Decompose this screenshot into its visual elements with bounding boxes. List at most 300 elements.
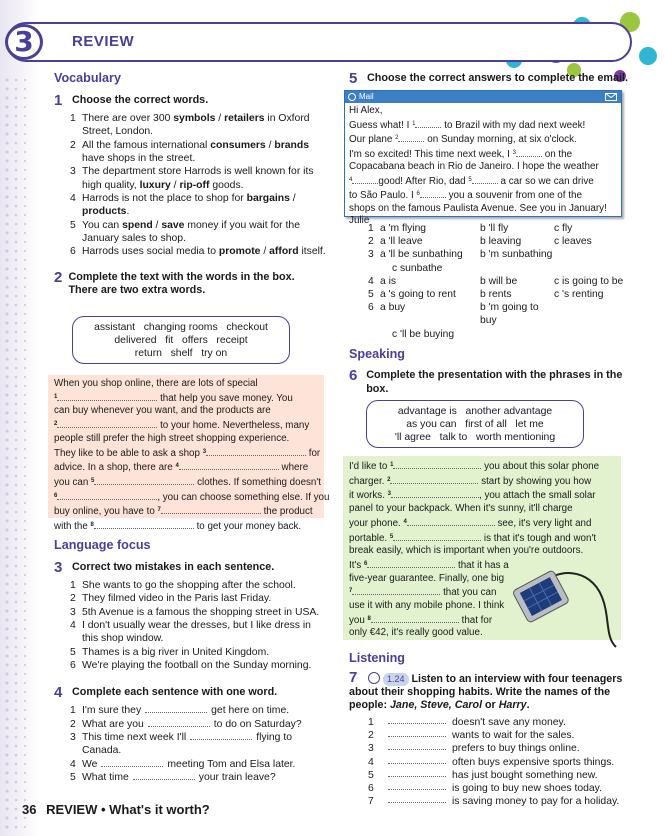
text-part: You can — [82, 219, 123, 231]
list-item — [70, 704, 326, 717]
text-part: for — [306, 447, 321, 459]
unit-number-badge: 3 — [5, 24, 43, 60]
choice-number: 5 — [368, 289, 374, 301]
dot-pattern-decoration — [0, 0, 30, 836]
text-line — [54, 418, 318, 433]
exercise-number: 1 — [54, 92, 63, 110]
text-part: Julie — [349, 215, 370, 226]
item-text — [82, 758, 295, 771]
gap-number: 2 — [395, 135, 399, 141]
item-text — [82, 245, 326, 258]
choice-b: b leaving — [480, 236, 522, 248]
vocabulary-heading: Vocabulary — [54, 71, 121, 85]
text-part: Hi Alex, — [349, 105, 383, 116]
text-part: Harrods is not the place to shop for — [82, 192, 247, 204]
gap-number: 7 — [349, 588, 353, 595]
gap-blank — [393, 461, 481, 469]
item-text — [82, 165, 326, 192]
choice-number: 2 — [368, 236, 374, 248]
list-item — [70, 659, 326, 672]
text-part: / — [215, 113, 225, 125]
text-part: to your home. Nevertheless, many — [157, 420, 310, 432]
text-part: to get your money back. — [193, 521, 302, 533]
list-item — [368, 795, 628, 808]
text-part: have shops in the street. — [82, 153, 196, 165]
text-part: I'm sure they — [82, 705, 142, 717]
choice-b: b will be — [480, 275, 518, 287]
word-option: brands — [274, 139, 310, 151]
gap-blank — [388, 716, 446, 724]
text-part: good! After Rio, dad — [378, 175, 469, 187]
box-line: return shelf try on — [134, 348, 228, 359]
text-part: , you attach the small solar — [479, 490, 596, 502]
gap-blank — [190, 732, 252, 740]
text-part: panel to your backpack. When it's sunny, it'll charge — [349, 503, 573, 515]
gap-blank — [57, 420, 157, 428]
item-number: 5 — [70, 771, 76, 783]
list-item — [70, 731, 326, 758]
choice-number — [368, 262, 380, 275]
last-name-text: Harry — [498, 699, 527, 711]
item-text: They filmed video in the Paris last Friday. — [82, 593, 272, 605]
word-option: promote — [218, 246, 261, 258]
text-part: / — [265, 139, 275, 151]
list-item — [368, 769, 628, 782]
text-part: is that it's tough and won't — [481, 532, 597, 544]
language-focus-section — [54, 537, 326, 784]
gap-blank — [57, 393, 157, 401]
text-part: I'm so excited! This time next week, I — [349, 148, 513, 160]
gap-blank — [388, 769, 446, 777]
section-title: REVIEW — [72, 33, 135, 50]
choice-number: 4 — [368, 275, 374, 287]
item-number: 5 — [70, 646, 76, 658]
item-number: 1 — [70, 113, 76, 125]
item-text — [82, 139, 326, 166]
gap-blank — [516, 149, 542, 157]
list-item — [70, 112, 326, 139]
choice-b: b 'm sunbathing — [480, 249, 553, 261]
gap-blank — [57, 492, 157, 500]
list-item — [368, 756, 628, 769]
text-line — [349, 203, 617, 216]
gap-blank — [371, 615, 459, 623]
choice-a: a buy — [380, 302, 406, 314]
text-part: see, it's very light and — [494, 517, 592, 529]
text-part: meeting Tom and Elsa later. — [167, 758, 296, 770]
choice-a: a 's going to rent — [380, 289, 456, 301]
text-line — [349, 105, 617, 118]
list-item — [70, 771, 326, 784]
exercise-5-instruction — [349, 72, 629, 86]
text-part: the product — [260, 506, 313, 518]
item-number: 5 — [70, 219, 76, 231]
envelope-icon — [605, 93, 617, 101]
text-line — [349, 174, 617, 189]
choice-a: c sunbathe — [392, 262, 443, 274]
list-item — [70, 245, 326, 258]
text-part: you about this solar phone — [481, 461, 600, 472]
list-item — [70, 592, 326, 605]
names-text: Jane, Steve, Carol — [389, 699, 483, 711]
text-part: only €42, it's really good value. — [349, 627, 483, 639]
item-number: 4 — [70, 192, 76, 204]
text-part: / — [152, 219, 162, 231]
item-text: wants to wait for the sales. — [452, 730, 575, 742]
list-item — [70, 165, 326, 192]
exercise-7-list — [368, 716, 628, 808]
audio-track-number: 1.24 — [383, 673, 409, 686]
choice-c: c is going to be — [554, 275, 624, 287]
choice-row — [368, 301, 628, 327]
text-part: that help you save money. You — [157, 392, 293, 404]
back-arrow-icon — [348, 93, 356, 101]
text-part: Our plane — [349, 134, 396, 145]
text-part: What are you — [82, 718, 144, 730]
text-part: , you can choose something else. If you — [157, 491, 330, 503]
text-part: All the famous international — [82, 139, 211, 151]
choice-a: c 'll be buying — [392, 328, 455, 340]
gap-blank — [367, 560, 455, 568]
item-text — [82, 771, 276, 784]
exercise-3-instruction — [54, 561, 326, 575]
item-text — [82, 718, 302, 731]
item-text: prefers to buy things online. — [452, 743, 580, 755]
text-part: it works. — [349, 490, 388, 502]
text-part: There are over 300 — [82, 113, 174, 125]
item-text — [82, 112, 326, 139]
exercise-number: 5 — [349, 70, 358, 87]
text-line — [54, 378, 318, 391]
gap-blank — [101, 759, 163, 767]
gap-blank — [94, 521, 194, 529]
text-part: itself. — [298, 246, 326, 258]
text-part: break easily, which is important when you're outdoors. — [349, 545, 584, 557]
choice-number: 1 — [368, 223, 374, 234]
choice-row — [368, 288, 628, 301]
gap-number: 6 — [416, 191, 420, 197]
word-option: spend — [122, 219, 153, 231]
email-window — [344, 90, 622, 226]
choice-row — [368, 222, 628, 235]
choice-b: b rents — [480, 289, 512, 301]
item-number: 3 — [70, 606, 76, 618]
gap-blank — [179, 462, 279, 470]
gap-number: 3 — [387, 491, 391, 498]
choice-c: c fly — [554, 223, 573, 234]
text-part: Guess what! I — [349, 119, 413, 131]
email-title-bar — [345, 91, 621, 103]
text-line — [349, 459, 615, 474]
gap-number: 1 — [390, 462, 394, 468]
item-text: is going to buy new shoes today. — [452, 783, 602, 795]
gap-blank — [388, 742, 446, 750]
box-line: delivered fit offers receipt — [114, 335, 248, 346]
list-item — [70, 579, 326, 592]
gap-blank — [390, 476, 478, 484]
text-part: on the — [541, 148, 573, 160]
gap-blank — [206, 448, 306, 456]
item-number: 7 — [368, 796, 374, 808]
box-line: 'll agree talk to worth mentioning — [394, 432, 556, 443]
left-column — [54, 70, 326, 298]
choice-c: c leaves — [554, 236, 592, 248]
gap-number: 6 — [363, 560, 368, 567]
text-part: to São Paulo. I — [349, 190, 417, 201]
choice-b — [480, 328, 554, 341]
text-line — [54, 433, 318, 446]
text-part: They like to be able to ask a shop — [54, 447, 203, 459]
instruction-text: Complete the presentation with the phrases in the box. — [366, 369, 623, 395]
exercise-number: 2 — [54, 268, 63, 286]
text-part: clothes. If something doesn't — [194, 476, 321, 488]
exercise-6-phrase-box — [366, 400, 584, 448]
item-number: 1 — [70, 705, 76, 717]
text-part: advice. In a shop, there are — [54, 462, 176, 474]
box-line: as you can first of all let me — [406, 419, 544, 430]
choice-row — [368, 248, 628, 261]
item-number: 6 — [70, 246, 76, 258]
text-line — [349, 132, 617, 147]
item-number: 1 — [70, 580, 76, 592]
gap-number: 4 — [403, 518, 407, 525]
text-part: portable. — [349, 532, 390, 544]
list-item — [70, 192, 326, 219]
text-part: you can — [54, 476, 92, 488]
text-part: shops on the famous Paulista Avenue. See you in January! — [349, 202, 607, 214]
exercise-1-instruction — [54, 94, 326, 108]
item-text — [82, 219, 326, 246]
list-item — [70, 646, 326, 659]
text-line — [54, 490, 330, 505]
gap-blank — [352, 587, 440, 595]
gap-number: 3 — [512, 149, 516, 156]
item-number: 2 — [70, 718, 76, 730]
exercise-5-choices — [368, 222, 628, 341]
gap-blank — [391, 490, 479, 498]
text-part: money if you wait for the January sales to shop. — [82, 219, 300, 244]
item-text: We're playing the football on the Sunday morning. — [82, 659, 312, 671]
instruction-text: Complete the text with the words in the box. There are two extra words. — [68, 270, 295, 297]
text-part: to do on Saturday? — [213, 718, 302, 730]
page-number: 36 — [22, 802, 37, 817]
gap-blank — [393, 533, 481, 541]
text-line — [54, 460, 318, 475]
exercise-3-list — [54, 579, 326, 672]
text-part: I'd like to — [349, 461, 391, 472]
box-line: advantage is another advantage — [397, 406, 553, 417]
audio-icon[interactable] — [368, 672, 380, 684]
item-number: 6 — [368, 783, 374, 795]
choice-c: c 's renting — [554, 289, 604, 301]
text-line — [54, 475, 321, 490]
text-part: start by showing you how — [478, 475, 592, 487]
gap-blank — [352, 176, 378, 184]
gap-blank — [472, 176, 498, 184]
list-item — [70, 718, 326, 731]
text-part: charger. — [349, 475, 388, 487]
gap-number: 7 — [157, 507, 161, 514]
text-part: people still prefer the high street shopping experience. — [54, 432, 290, 444]
item-number: 5 — [368, 769, 374, 781]
gap-number: 4 — [349, 176, 353, 183]
choice-a: a is — [380, 275, 397, 287]
item-text: is saving money to pay for a holiday. — [452, 796, 620, 808]
list-item — [70, 219, 326, 246]
item-number: 4 — [70, 758, 76, 770]
item-text: 5th Avenue is a famous the shopping street in USA. — [82, 606, 320, 618]
text-part: you a souvenir from one of the — [445, 190, 583, 201]
item-number: 6 — [70, 659, 76, 671]
item-number: 4 — [70, 620, 76, 632]
text-part: your train leave? — [198, 771, 276, 783]
gap-blank — [388, 782, 446, 790]
solar-charger-image — [510, 557, 620, 651]
text-part: When you shop online, there are lots of special — [54, 378, 258, 389]
text-line — [54, 504, 318, 519]
item-text — [82, 192, 326, 219]
gap-blank — [415, 120, 441, 128]
word-option: retailers — [224, 113, 265, 125]
exercise-number: 4 — [54, 684, 63, 702]
gap-blank — [388, 795, 446, 803]
word-option: afford — [269, 246, 299, 258]
text-part: . — [126, 206, 130, 218]
instruction-text: Correct two mistakes in each sentence. — [72, 561, 275, 574]
exercise-2-word-box — [72, 316, 290, 364]
instruction-text: Listen to an interview with four teenagers about their shopping habits. Write the names of the people: — [349, 673, 623, 711]
exercise-2-text-box — [48, 375, 330, 533]
item-text: has just bought something new. — [452, 769, 598, 781]
item-text: I don't usually wear the dresses, but I like dress in this shop window. — [82, 620, 311, 645]
choice-number: 6 — [368, 302, 374, 314]
instruction-text: Choose the correct answers to complete the email. — [367, 72, 629, 84]
text-line — [54, 391, 318, 406]
gap-number: 5 — [389, 533, 394, 540]
word-option: rip-off — [179, 179, 210, 191]
listening-heading: Listening — [349, 651, 405, 665]
text-part: buy online, you have to — [54, 506, 158, 518]
item-number: 2 — [70, 139, 76, 151]
word-option: bargains — [246, 192, 290, 204]
choice-row — [368, 328, 628, 341]
gap-number: 5 — [468, 176, 472, 183]
exercise-1-list — [54, 112, 326, 258]
list-item — [70, 619, 326, 646]
period-text: . — [526, 699, 530, 711]
text-part: on Sunday morning, at six o'clock. — [424, 134, 577, 145]
speaking-heading: Speaking — [349, 347, 405, 361]
language-focus-heading: Language focus — [54, 538, 151, 552]
gap-number: 2 — [54, 421, 58, 428]
instruction-text: Choose the correct words. — [72, 94, 209, 107]
text-line — [349, 188, 617, 203]
text-part: / — [170, 179, 180, 191]
text-part: The department store Harrods is well known for its high quality, — [82, 166, 314, 191]
text-line — [54, 446, 321, 461]
gap-blank — [388, 729, 446, 737]
text-part: This time next week I'll — [82, 731, 187, 743]
gap-blank — [145, 705, 207, 713]
text-part: you — [349, 614, 368, 626]
gap-blank — [148, 719, 210, 727]
text-part: to Brazil with my dad next week! — [441, 119, 586, 131]
gap-blank — [94, 477, 194, 485]
item-text — [82, 704, 289, 717]
exercise-number: 3 — [54, 559, 63, 577]
text-part: get here on time. — [211, 705, 290, 717]
text-line — [54, 405, 318, 418]
gap-number: 8 — [90, 522, 94, 529]
exercise-4-instruction — [54, 686, 326, 700]
text-part: It's — [349, 559, 364, 571]
text-line — [349, 531, 615, 546]
choice-b: b 'll fly — [480, 223, 509, 234]
text-part: can buy whenever you want, and the products are — [54, 405, 271, 417]
text-part: with the — [54, 521, 91, 533]
item-text — [82, 731, 326, 758]
text-part: We — [82, 758, 98, 770]
gap-number: 1 — [54, 393, 58, 400]
item-number: 3 — [368, 743, 374, 755]
text-part: goods. — [209, 179, 244, 191]
exercise-number: 7 — [349, 669, 358, 686]
or-text: or — [482, 699, 499, 711]
text-line — [349, 118, 617, 133]
text-line — [349, 147, 617, 162]
gap-number: 6 — [54, 492, 58, 499]
text-part: / — [289, 192, 296, 204]
choice-row — [368, 275, 628, 288]
gap-number: 8 — [367, 615, 371, 622]
word-option: products — [82, 206, 127, 218]
word-option: symbols — [173, 113, 216, 125]
choice-number — [368, 328, 380, 341]
gap-number: 2 — [387, 476, 391, 483]
list-item — [70, 139, 326, 166]
text-part: Harrods uses social media to — [82, 246, 219, 258]
choice-row — [368, 262, 628, 275]
item-number: 2 — [70, 593, 76, 605]
list-item — [70, 606, 326, 619]
text-part: use it with any mobile phone. I think — [349, 600, 505, 612]
gap-blank — [133, 772, 195, 780]
item-number: 3 — [70, 731, 76, 743]
list-item — [70, 758, 326, 771]
exercise-6-instruction — [349, 369, 629, 397]
email-body — [345, 103, 621, 230]
word-option: consumers — [210, 139, 266, 151]
word-option: luxury — [139, 179, 171, 191]
item-text: She wants to go the shopping after the school. — [82, 580, 296, 592]
text-part: in Oxford Street, London. — [82, 113, 310, 138]
list-item — [368, 782, 628, 795]
box-line: assistant changing rooms checkout — [94, 322, 268, 333]
text-part: your phone. — [349, 517, 404, 529]
text-part: where — [278, 462, 309, 474]
list-item — [368, 729, 628, 742]
gap-blank — [388, 756, 446, 764]
text-part: that it has a — [455, 559, 509, 571]
word-option: save — [161, 219, 185, 231]
exercise-7-instruction — [349, 671, 627, 712]
text-part: What time — [82, 771, 129, 783]
exercise-2-instruction — [54, 268, 326, 299]
gap-number: 1 — [412, 120, 416, 127]
text-part: flying to Canada. — [82, 731, 293, 757]
gap-blank — [407, 518, 495, 526]
choice-row — [368, 235, 628, 248]
